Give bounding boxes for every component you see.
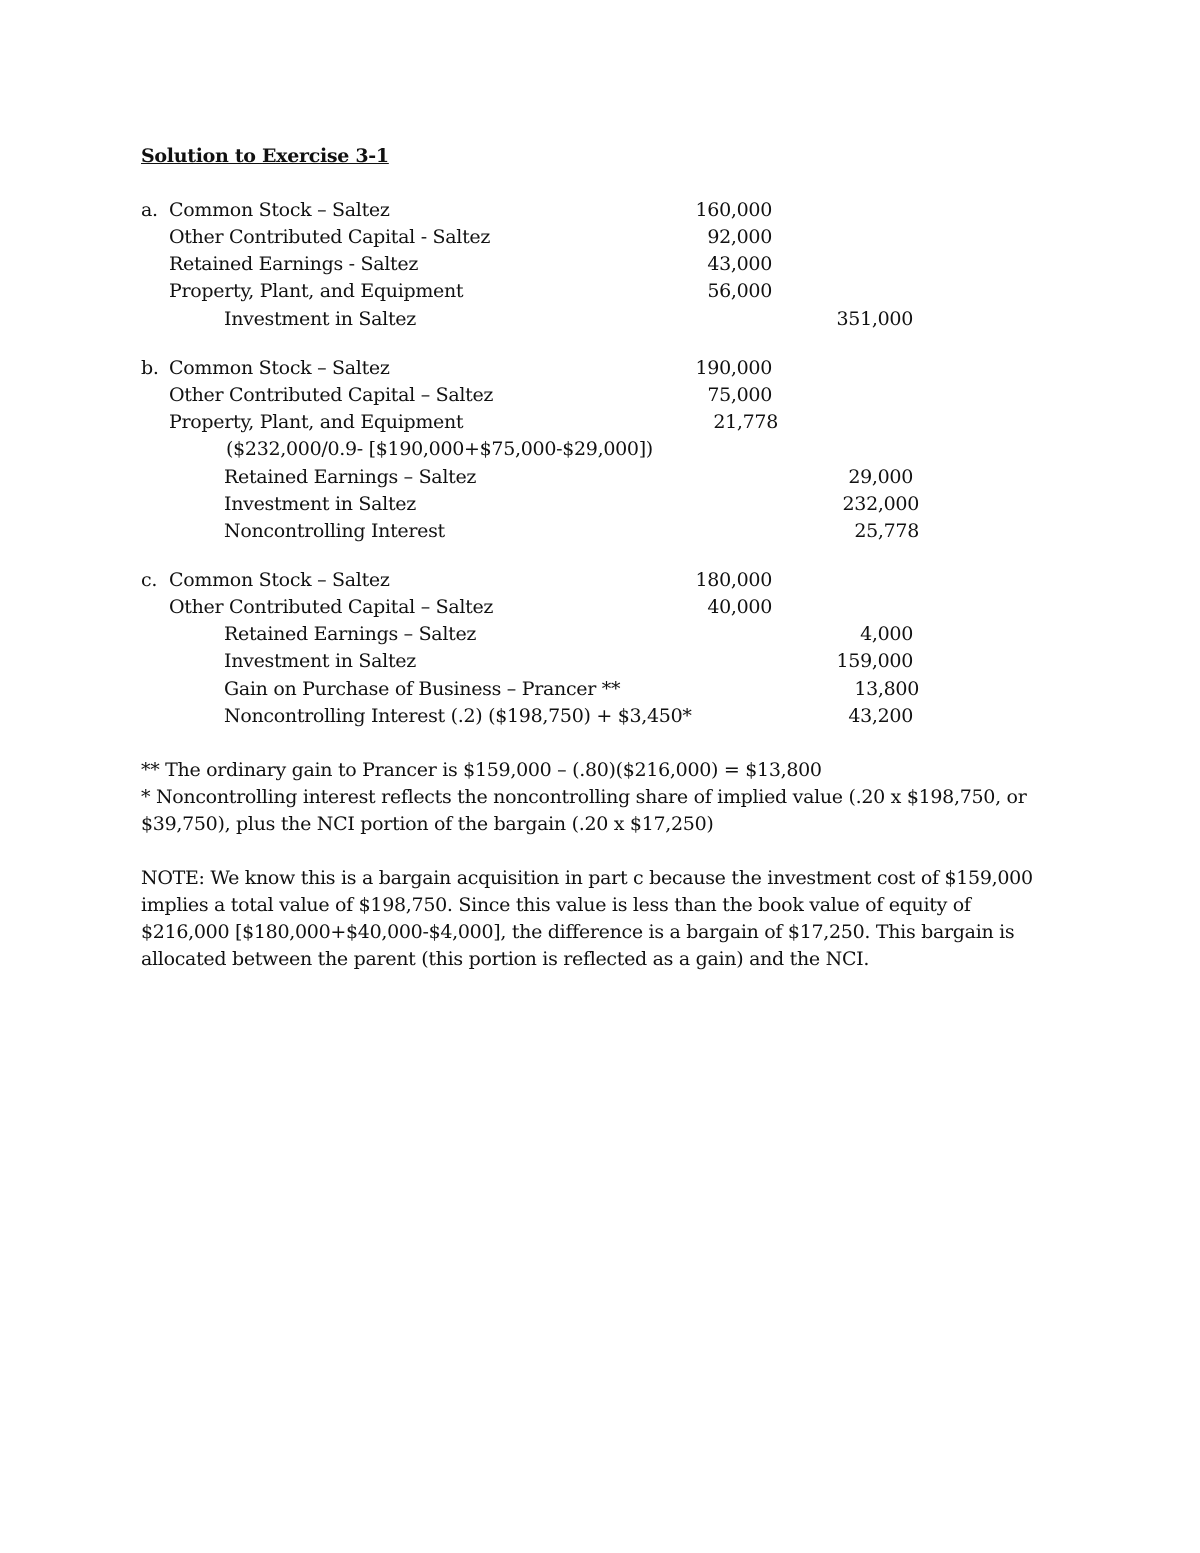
account-name: Other Contributed Capital – Saltez xyxy=(169,384,494,406)
credit-amount: 13,800 xyxy=(854,678,919,700)
account-name: Common Stock – Saltez xyxy=(169,199,390,221)
entry-row xyxy=(0,464,1200,491)
account-name: Investment in Saltez xyxy=(224,308,416,330)
part-marker: a. xyxy=(141,199,158,221)
debit-amount: 190,000 xyxy=(695,357,772,379)
account-name: Noncontrolling Interest (.2) ($198,750) + $3,450* xyxy=(224,705,692,727)
debit-amount: 160,000 xyxy=(695,199,772,221)
account-name: Property, Plant, and Equipment xyxy=(169,280,464,302)
credit-amount: 4,000 xyxy=(860,623,913,645)
part-marker: c. xyxy=(141,569,158,591)
entry-row xyxy=(0,491,1200,518)
note-line: $216,000 [$180,000+$40,000-$4,000], the difference is a bargain of $17,250. This bargain is xyxy=(141,921,1015,943)
footnote-single-star-line: $39,750), plus the NCI portion of the bargain (.20 x $17,250) xyxy=(141,813,714,835)
entry-row xyxy=(0,621,1200,648)
credit-amount: 29,000 xyxy=(848,466,913,488)
account-name: Retained Earnings – Saltez xyxy=(224,623,477,645)
credit-amount: 159,000 xyxy=(836,650,913,672)
note-paragraph xyxy=(141,865,1051,973)
entry-row xyxy=(0,251,1200,278)
account-name: Other Contributed Capital - Saltez xyxy=(169,226,491,248)
page-title: Solution to Exercise 3-1 xyxy=(141,145,389,167)
credit-amount: 25,778 xyxy=(854,520,919,542)
entry-row xyxy=(0,567,1200,594)
entry-row xyxy=(0,518,1200,545)
entry-row xyxy=(0,676,1200,703)
entry-row xyxy=(0,197,1200,224)
entry-row xyxy=(0,382,1200,409)
account-name: Noncontrolling Interest xyxy=(224,520,445,542)
debit-amount: 56,000 xyxy=(707,280,772,302)
note-line: NOTE: We know this is a bargain acquisition in part c because the investment cost of $159,000 xyxy=(141,867,1033,889)
entry-row xyxy=(0,355,1200,382)
entry-row xyxy=(0,306,1200,333)
entry-row xyxy=(0,224,1200,251)
account-name: Investment in Saltez xyxy=(224,493,416,515)
note-line: implies a total value of $198,750. Since this value is less than the book value of equity of xyxy=(141,894,971,916)
computation-note: ($232,000/0.9- [$190,000+$75,000-$29,000]) xyxy=(226,438,653,460)
footnotes xyxy=(141,757,1051,838)
entry-row xyxy=(0,594,1200,621)
account-name: Property, Plant, and Equipment xyxy=(169,411,464,433)
credit-amount: 43,200 xyxy=(848,705,913,727)
entry-row xyxy=(0,409,1200,436)
debit-amount: 40,000 xyxy=(707,596,772,618)
entry-row xyxy=(0,278,1200,305)
debit-amount: 92,000 xyxy=(707,226,772,248)
account-name: Investment in Saltez xyxy=(224,650,416,672)
entry-row xyxy=(0,436,1200,463)
account-name: Retained Earnings – Saltez xyxy=(224,466,477,488)
account-name: Common Stock – Saltez xyxy=(169,569,390,591)
account-name: Common Stock – Saltez xyxy=(169,357,390,379)
credit-amount: 232,000 xyxy=(842,493,919,515)
entry-row xyxy=(0,648,1200,675)
part-marker: b. xyxy=(141,357,159,379)
entry-row xyxy=(0,703,1200,730)
footnote-single-star-line: * Noncontrolling interest reflects the noncontrolling share of implied value (.20 x $198,750, or xyxy=(141,786,1027,808)
account-name: Retained Earnings - Saltez xyxy=(169,253,419,275)
debit-amount: 21,778 xyxy=(713,411,778,433)
debit-amount: 43,000 xyxy=(707,253,772,275)
account-name: Gain on Purchase of Business – Prancer ** xyxy=(224,678,621,700)
debit-amount: 75,000 xyxy=(707,384,772,406)
note-line: allocated between the parent (this portion is reflected as a gain) and the NCI. xyxy=(141,948,870,970)
credit-amount: 351,000 xyxy=(836,308,913,330)
debit-amount: 180,000 xyxy=(695,569,772,591)
footnote-double-star: ** The ordinary gain to Prancer is $159,000 – (.80)($216,000) = $13,800 xyxy=(141,759,822,781)
account-name: Other Contributed Capital – Saltez xyxy=(169,596,494,618)
